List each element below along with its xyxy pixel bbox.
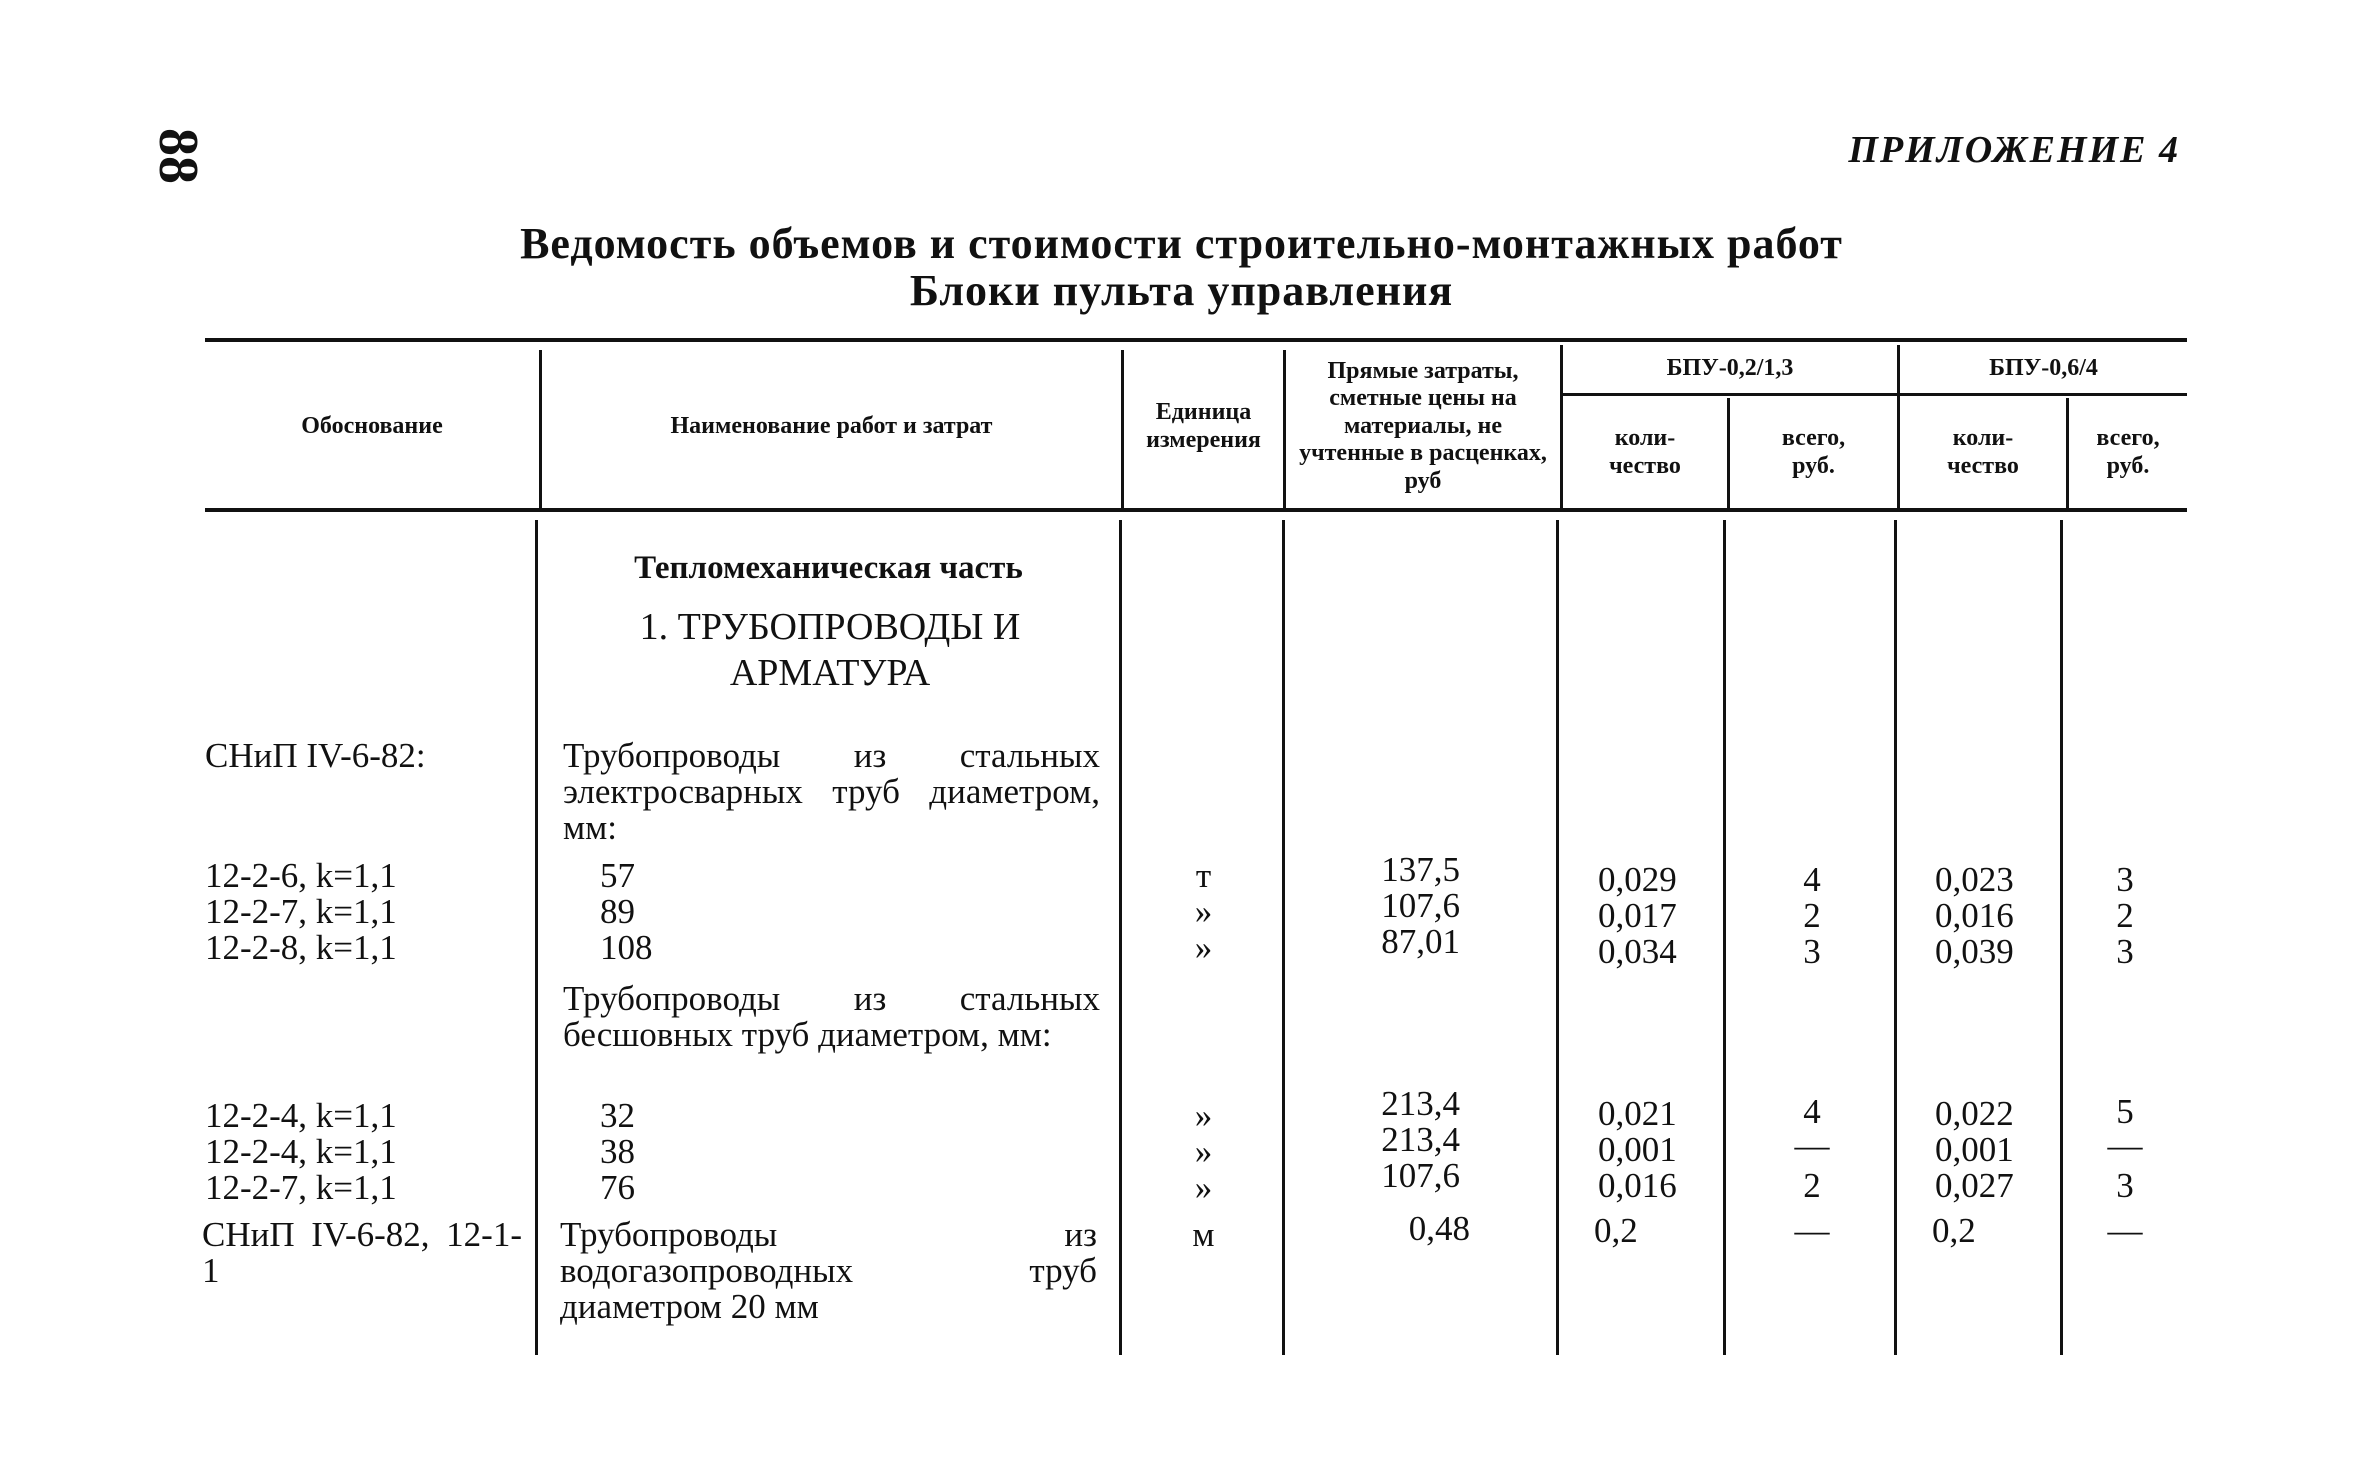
row-name: 38 — [600, 1132, 635, 1171]
row-qty-2: 0,023 — [1935, 860, 2014, 899]
appendix-label: ПРИЛОЖЕНИЕ 4 — [1848, 129, 2180, 171]
header-bottom-rule — [205, 508, 2187, 512]
row-qty-2: 0,022 — [1935, 1094, 2014, 1133]
row-qty-1: 0,001 — [1598, 1130, 1677, 1169]
row-total-1: — — [1794, 1126, 1830, 1165]
page-number: 88 — [147, 128, 209, 184]
header-group-bpu-06: БПУ-0,6/4 — [1989, 355, 2098, 382]
body-divider — [1723, 520, 1726, 1355]
row-basis: 12-2-4, k=1,1 — [205, 1132, 397, 1171]
section-part-heading: Тепломеханическая часть — [634, 550, 1023, 586]
row-qty-2: 0,2 — [1932, 1211, 1976, 1250]
row-unit: » — [1194, 892, 1213, 931]
row-qty-2: 0,039 — [1935, 932, 2014, 971]
row-qty-2: 0,027 — [1935, 1166, 2014, 1205]
row-unit: » — [1194, 1168, 1213, 1207]
row-total-1: 3 — [1803, 932, 1821, 971]
row-total-2: — — [2107, 1126, 2143, 1165]
row-total-1: 2 — [1803, 1166, 1821, 1205]
group-basis: СНиП IV-6-82: — [205, 736, 426, 775]
group-basis: СНиП IV-6-82, 12-1-1 — [202, 1215, 522, 1290]
row-unit: » — [1194, 1132, 1213, 1171]
row-qty-1: 0,017 — [1598, 896, 1677, 935]
row-total-1: — — [1794, 1211, 1830, 1250]
body-divider — [535, 520, 538, 1355]
header-total-1: всего, руб. — [1781, 425, 1846, 479]
row-total-2: 3 — [2116, 1166, 2134, 1205]
row-price: 0,48 — [1408, 1209, 1470, 1248]
section-title: 1. ТРУБОПРОВОДЫ И АРМАТУРА — [639, 606, 1021, 694]
row-unit: » — [1194, 1096, 1213, 1135]
table-top-rule — [205, 338, 2187, 342]
header-group-bpu-02: БПУ-0,2/1,3 — [1666, 355, 1794, 382]
row-total-2: — — [2107, 1211, 2143, 1250]
row-unit: т — [1195, 856, 1212, 895]
header-unit: Единица измерения — [1146, 398, 1261, 453]
header-qty-2: коли-чество — [1947, 425, 2019, 479]
group-header-rule — [1563, 393, 2187, 396]
row-name: 57 — [600, 856, 635, 895]
row-basis: 12-2-6, k=1,1 — [205, 856, 397, 895]
group-description: Трубопроводы из стальных электросварных труб диаметром, мм: — [563, 736, 1100, 847]
row-total-2: 3 — [2116, 932, 2134, 971]
header-direct-costs: Прямые затраты, сметные цены на материалы, не учтенные в расценках, руб — [1299, 357, 1547, 494]
header-total-2: всего, руб. — [2096, 425, 2160, 479]
row-price: 213,4 — [1381, 1120, 1460, 1159]
row-qty-1: 0,034 — [1598, 932, 1677, 971]
row-qty-1: 0,021 — [1598, 1094, 1677, 1133]
header-qty-1: коли-чество — [1609, 425, 1681, 479]
row-price: 213,4 — [1381, 1084, 1460, 1123]
row-price: 107,6 — [1381, 886, 1460, 925]
row-total-2: 5 — [2116, 1092, 2134, 1131]
row-basis: 12-2-7, k=1,1 — [205, 1168, 397, 1207]
row-name: 89 — [600, 892, 635, 931]
document-title: Ведомость объемов и стоимости строительно-монтажных работ — [520, 219, 1843, 268]
row-basis: 12-2-8, k=1,1 — [205, 928, 397, 967]
row-total-2: 3 — [2116, 860, 2134, 899]
body-divider — [1119, 520, 1122, 1355]
group-description: Трубопроводы из стальных бесшовных труб диаметром, мм: — [563, 979, 1100, 1054]
header-basis: Обоснование — [301, 412, 443, 439]
row-price: 107,6 — [1381, 1156, 1460, 1195]
row-unit: » — [1194, 928, 1213, 967]
row-name: 108 — [600, 928, 653, 967]
row-total-2: 2 — [2116, 896, 2134, 935]
row-qty-1: 0,029 — [1598, 860, 1677, 899]
row-total-1: 4 — [1803, 860, 1821, 899]
row-unit: м — [1192, 1215, 1215, 1254]
header-work-name: Наименование работ и затрат — [670, 412, 993, 439]
row-name: 76 — [600, 1168, 635, 1207]
row-name: 32 — [600, 1096, 635, 1135]
row-total-1: 4 — [1803, 1092, 1821, 1131]
row-qty-2: 0,016 — [1935, 896, 2014, 935]
row-total-1: 2 — [1803, 896, 1821, 935]
row-price: 137,5 — [1381, 850, 1460, 889]
row-qty-2: 0,001 — [1935, 1130, 2014, 1169]
row-basis: 12-2-4, k=1,1 — [205, 1096, 397, 1135]
row-qty-1: 0,016 — [1598, 1166, 1677, 1205]
row-qty-1: 0,2 — [1594, 1211, 1638, 1250]
body-divider — [1556, 520, 1559, 1355]
row-price: 87,01 — [1381, 922, 1460, 961]
document-subtitle: Блоки пульта управления — [909, 266, 1454, 315]
group-description: Трубопроводы из водогазопроводных труб диаметром 20 мм — [560, 1215, 1097, 1326]
row-basis: 12-2-7, k=1,1 — [205, 892, 397, 931]
